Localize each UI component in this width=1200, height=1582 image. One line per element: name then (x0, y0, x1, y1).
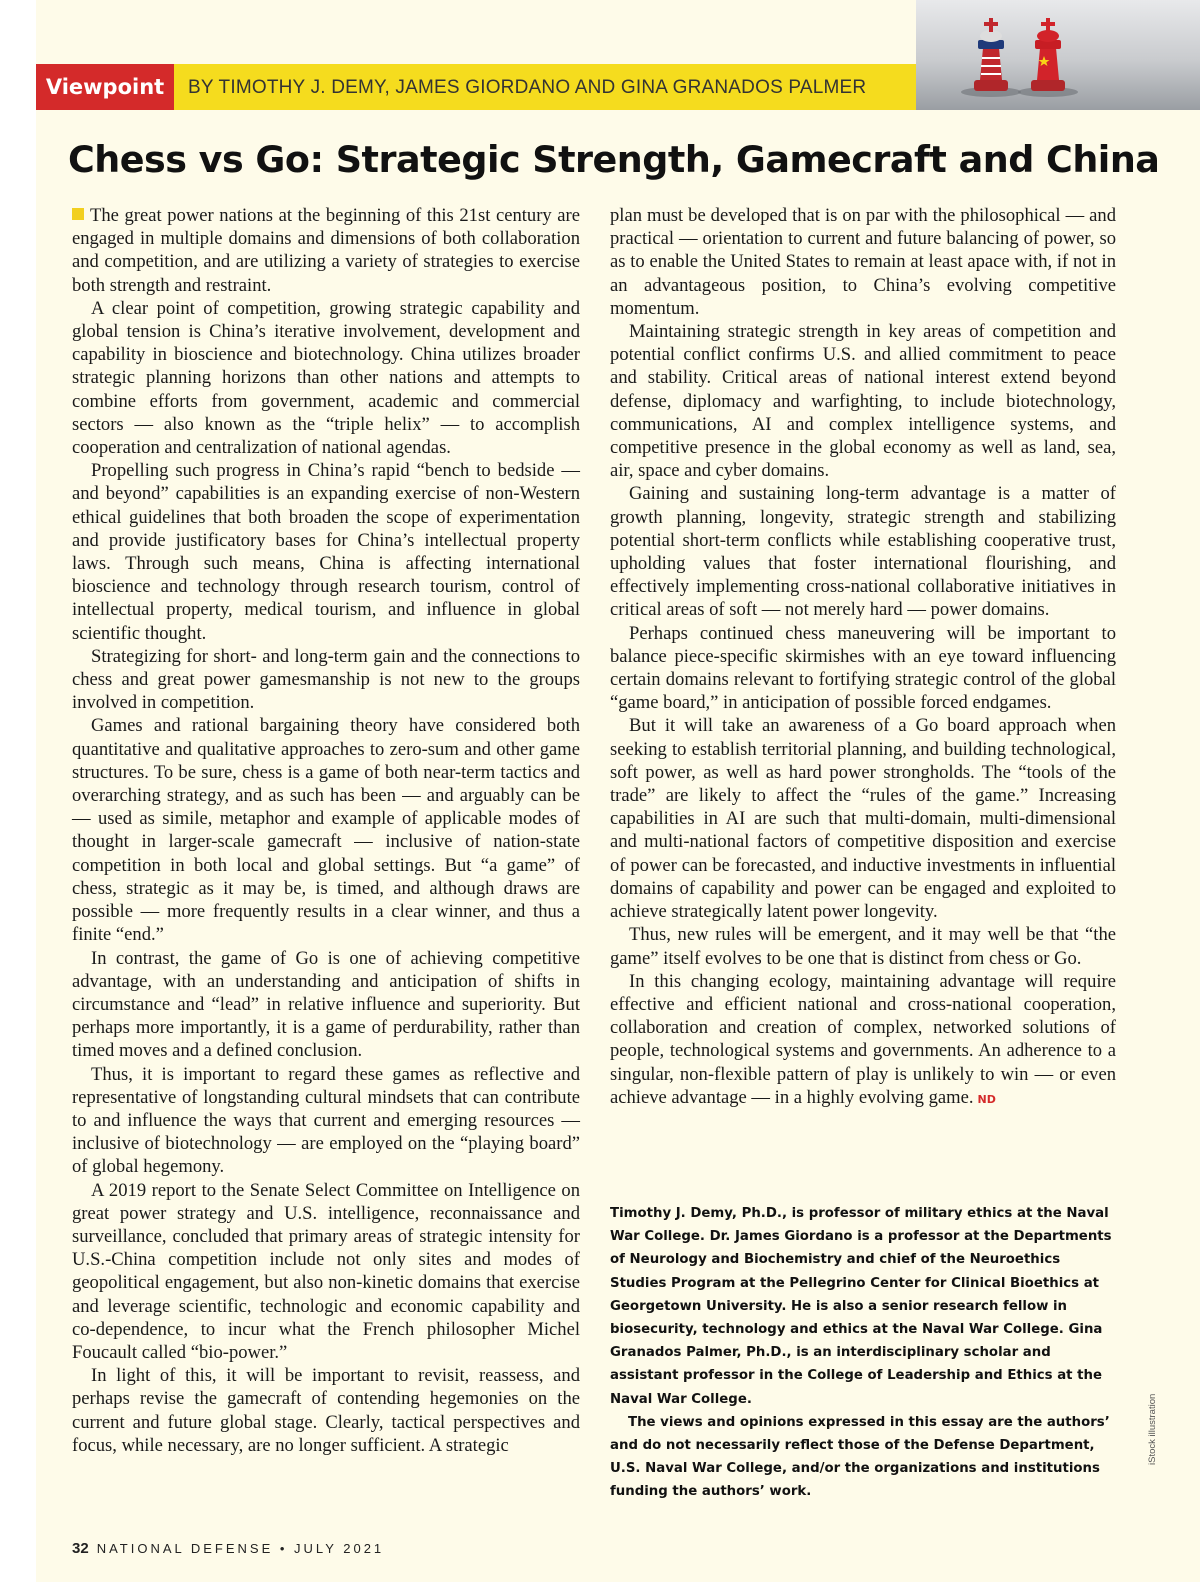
china-king-piece (1031, 18, 1065, 91)
page-number: 32 (72, 1540, 89, 1557)
paragraph: Maintaining strategic strength in key areas of competition and potential conflict confirms U.S. and allied commitment to peace and stability. Critical areas of national interest extend beyond defense, diplomacy and warfighting, to include biotechnology, communications, AI and complex intelligence systems, and competitive presence in the global economy as well as land, sea, air, space and cyber domains. (610, 321, 1116, 482)
byline: BY TIMOTHY J. DEMY, JAMES GIORDANO AND GINA GRANADOS PALMER (188, 77, 867, 98)
paragraph: A clear point of competition, growing strategic capability and global tension is China’s iterative involvement, development and capability in bioscience and biotechnology. China utilizes broader strategic planning horizons than other nations and attempts to combine efforts from government, academic and commercial sectors — also known as the “triple helix” — to accomplish cooperation and centralization of national agendas. (72, 297, 580, 459)
bio-authors: Timothy J. Demy, Ph.D., is professor of military ethics at the Naval War College. Dr. James Giordano is a professor at the Departments of Neurology and Biochemistry and chief of the Neuroethics Studies Program at the Pellegrino Center for Clinical Bioethics at Georgetown University. He is also a senior research fellow in biosecurity, technology and ethics at the Naval War College. Gina Granados Palmer, Ph.D., is an interdisciplinary scholar and assistant professor in the College of Leadership and Ethics at the Naval War College. (610, 1206, 1112, 1407)
paragraph: But it will take an awareness of a Go board approach when seeking to establish territorial planning, and building technological, soft power, as well as hard power strongholds. The “tools of the trade” are likely to affect the “rules of the game.” Increasing capabilities in AI are such that multi-domain, multi-dimensional and multi-national factors of competitive disposition and exercise of power can be forecasted, and inductive investments in influential domains of capability and power can be engaged and exploited to achieve strategically latent power longevity. (610, 715, 1116, 923)
paragraph: Propelling such progress in China’s rapid “bench to bedside — and beyond” capabilities is an expanding exercise of non-Western ethical guidelines that both broaden the scope of experimentation and provide justificatory bases for China’s intellectual property laws. Through such means, China is affecting international bioscience and technology through research tourism, control of intellectual property, medical tourism, and influence in global scientific thought. (72, 460, 580, 644)
us-king-piece (974, 18, 1008, 91)
left-column (72, 204, 580, 1457)
paragraph: Perhaps continued chess maneuvering will be important to balance piece-specific skirmishes with an eye toward influencing certain domains relevant to fortifying strategic control of the global “game board,” in anticipation of possible forced endgames. (610, 622, 1116, 714)
article-headline: Chess vs Go: Strategic Strength, Gamecraft and China (68, 138, 1160, 181)
paragraph: Gaining and sustaining long-term advantage is a matter of growth planning, longevity, strategic strength and stabilizing potential short-term conflicts while establishing cooperative trust, upholding values that foster international flourishing, and effectively implementing cross-national collaborative initiatives in critical areas of soft — not merely hard — power domains. (610, 483, 1116, 621)
paragraph: Games and rational bargaining theory have considered both quantitative and qualitative approaches to zero-sum and other game structures. To be sure, chess is a game of both near-term tactics and overarching strategy, and as such has been — and arguably can be — used as simile, metaphor and example of applicable modes of thought in larger-scale gamecraft — inclusive of nation-state competition in both local and global settings. But “a game” of chess, strategic as it may be, is timed, and although draws are possible — more frequently results in a clear winner, and thus a finite “end.” (72, 715, 580, 946)
section-tag: Viewpoint (36, 64, 174, 110)
author-bio (610, 1202, 1116, 1504)
image-credit: iStock illustration (1147, 1393, 1158, 1465)
chess-illustration (916, 0, 1200, 110)
paragraph: In this changing ecology, maintaining advantage will require effective and efficient national and cross-national cooperation, collaboration and creation of complex, networked solutions of people, technological systems and governments. An adherence to a singular, non-flexible pattern of play is unlikely to win — or even achieve advantage — in a highly evolving game. ND (610, 970, 1116, 1108)
paragraph: In contrast, the game of Go is one of achieving competitive advantage, with an understanding and anticipation of shifts in circumstance and “lead” in relative influence and superiority. But perhaps more importantly, it is a game of perdurability, rather than timed moves and a defined conclusion. (72, 947, 580, 1062)
paragraph: The great power nations at the beginning of this 21st century are engaged in multiple domains and dimensions of both collaboration and competition, and are utilizing a variety of strategies to exercise both strength and restraint. (72, 205, 580, 296)
square-bullet-icon (72, 208, 84, 220)
end-mark: ND (977, 1092, 996, 1106)
paragraph: In light of this, it will be important to revisit, reassess, and perhaps revise the gamecraft of contending hegemonies on the current and future global stage. Clearly, tactical perspectives and focus, while necessary, are no longer sufficient. A strategic (72, 1365, 580, 1456)
paragraph: Thus, it is important to regard these games as reflective and representative of longstanding cultural mindsets that can contribute to and influence the ways that current and emerging resources — inclusive of biotechnology — are employed on the “playing board” of global hegemony. (72, 1063, 580, 1178)
publication-line: NATIONAL DEFENSE • JULY 2021 (96, 1541, 385, 1556)
paragraph: plan must be developed that is on par with the philosophical — and practical — orientation to current and future balancing of power, so as to enable the United States to remain at least apace with, if not in an advantageous position, to China’s evolving competitive momentum. (610, 205, 1116, 319)
bio-disclaimer: The views and opinions expressed in this essay are the authors’ and do not necessarily reflect those of the Defense Department, U.S. Naval War College, and/or the organizations and institutions funding the authors’ work. (610, 1414, 1110, 1500)
page-footer (72, 1540, 384, 1558)
paragraph: Strategizing for short- and long-term gain and the connections to chess and great power gamesmanship is not new to the groups involved in competition. (72, 645, 580, 714)
right-column (610, 204, 1116, 1111)
paragraph: A 2019 report to the Senate Select Committee on Intelligence on great power strategy and U.S. intelligence, reconnaissance and surveillance, concluded that primary areas of strategic intensity for U.S.-China competition include not only sites and modes of geopolitical engagement, but also non-kinetic domains that exercise and leverage scientific, technologic and economic capability and co-dependence, to incur what the French philosopher Michel Foucault called “bio-power.” (72, 1179, 580, 1363)
paragraph: Thus, new rules will be emergent, and it may well be that “the game” itself evolves to be one that is distinct from chess or Go. (610, 924, 1116, 969)
